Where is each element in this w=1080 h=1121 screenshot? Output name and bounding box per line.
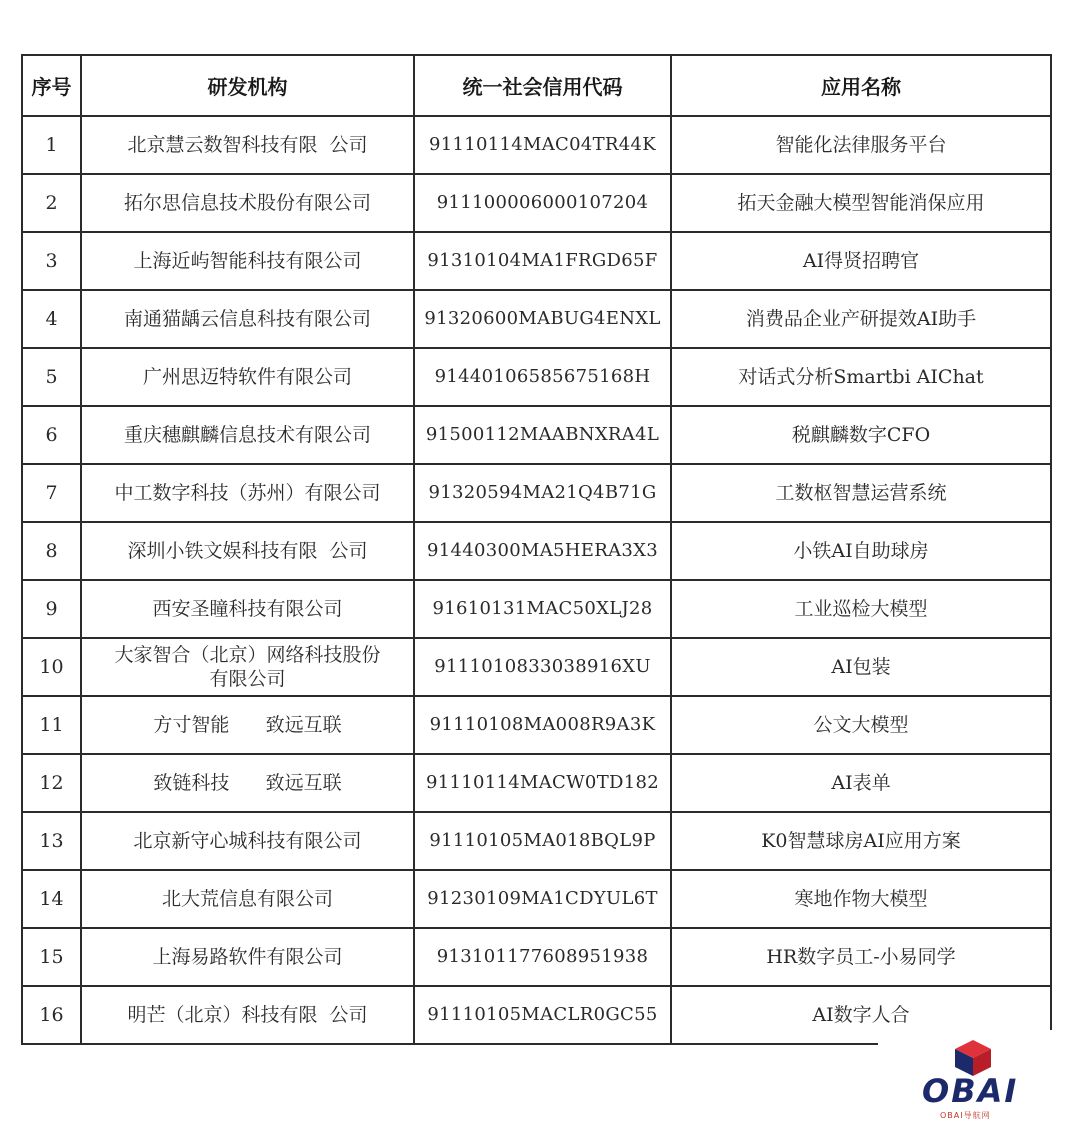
row-credit-code: 91440300MA5HERA3X3 bbox=[414, 522, 671, 580]
row-org bbox=[81, 696, 414, 754]
row-org bbox=[81, 986, 414, 1044]
org-text: 致链科技 致远互联 bbox=[153, 772, 342, 794]
row-credit-code: 91310104MA1FRGD65F bbox=[414, 232, 671, 290]
table-row bbox=[22, 870, 1051, 928]
watermark-logo bbox=[878, 1030, 1080, 1121]
org-text: 西安圣瞳科技有限公司 bbox=[152, 598, 343, 620]
org-text: 广州思迈特软件有限公司 bbox=[142, 366, 352, 388]
table-row bbox=[22, 116, 1051, 174]
row-credit-code: 913101177608951938 bbox=[414, 928, 671, 986]
row-index: 2 bbox=[22, 174, 81, 232]
row-org bbox=[81, 754, 414, 812]
org-text: 北京慧云数智科技有限 公司 bbox=[127, 134, 368, 156]
row-credit-code: 91320594MA21Q4B71G bbox=[414, 464, 671, 522]
row-app-name: 税麒麟数字CFO bbox=[671, 406, 1051, 464]
row-org bbox=[81, 464, 414, 522]
row-org bbox=[81, 290, 414, 348]
row-index: 5 bbox=[22, 348, 81, 406]
header-app: 应用名称 bbox=[671, 55, 1051, 116]
org-text: 上海近屿智能科技有限公司 bbox=[133, 250, 362, 272]
org-text: 大家智合（北京）网络科技股份 有限公司 bbox=[114, 644, 381, 690]
row-index: 11 bbox=[22, 696, 81, 754]
row-app-name: 工数枢智慧运营系统 bbox=[671, 464, 1051, 522]
row-org bbox=[81, 870, 414, 928]
table-row bbox=[22, 232, 1051, 290]
row-app-name: 小铁AI自助球房 bbox=[671, 522, 1051, 580]
row-index: 8 bbox=[22, 522, 81, 580]
org-text: 北大荒信息有限公司 bbox=[161, 888, 333, 910]
row-org bbox=[81, 580, 414, 638]
row-app-name: HR数字员工-小易同学 bbox=[671, 928, 1051, 986]
org-text: 中工数字科技（苏州）有限公司 bbox=[114, 482, 381, 504]
table-row bbox=[22, 638, 1051, 696]
row-org bbox=[81, 812, 414, 870]
row-credit-code: 91440106585675168H bbox=[414, 348, 671, 406]
row-org bbox=[81, 116, 414, 174]
org-text: 南通猫龋云信息科技有限公司 bbox=[123, 308, 371, 330]
table-row bbox=[22, 290, 1051, 348]
row-app-name: AI包装 bbox=[671, 638, 1051, 696]
row-index: 12 bbox=[22, 754, 81, 812]
row-app-name: AI数字人合 bbox=[671, 986, 1051, 1044]
header-row bbox=[22, 55, 1051, 116]
row-org bbox=[81, 638, 414, 696]
row-credit-code: 91500112MAABNXRA4L bbox=[414, 406, 671, 464]
row-credit-code: 9111010833038916XU bbox=[414, 638, 671, 696]
row-app-name: 寒地作物大模型 bbox=[671, 870, 1051, 928]
row-app-name: 消费品企业产研提效AI助手 bbox=[671, 290, 1051, 348]
row-index: 1 bbox=[22, 116, 81, 174]
row-index: 15 bbox=[22, 928, 81, 986]
row-app-name: 拓天金融大模型智能消保应用 bbox=[671, 174, 1051, 232]
row-credit-code: 91230109MA1CDYUL6T bbox=[414, 870, 671, 928]
row-credit-code: 91320600MABUG4ENXL bbox=[414, 290, 671, 348]
row-org bbox=[81, 522, 414, 580]
registry-table bbox=[21, 54, 1052, 1045]
row-app-name: 智能化法律服务平台 bbox=[671, 116, 1051, 174]
org-text: 方寸智能 致远互联 bbox=[153, 714, 342, 736]
row-credit-code: 91110114MAC04TR44K bbox=[414, 116, 671, 174]
org-text: 明芒（北京）科技有限 公司 bbox=[127, 1004, 368, 1026]
table-row bbox=[22, 174, 1051, 232]
row-credit-code: 91110105MACLR0GC55 bbox=[414, 986, 671, 1044]
header-code: 统一社会信用代码 bbox=[414, 55, 671, 116]
row-credit-code: 911100006000107204 bbox=[414, 174, 671, 232]
header-org: 研发机构 bbox=[81, 55, 414, 116]
row-index: 3 bbox=[22, 232, 81, 290]
row-org bbox=[81, 174, 414, 232]
logo-subtitle: OBAI导航网 bbox=[940, 1111, 991, 1120]
row-index: 7 bbox=[22, 464, 81, 522]
table-row bbox=[22, 522, 1051, 580]
row-credit-code: 91110105MA018BQL9P bbox=[414, 812, 671, 870]
table-row bbox=[22, 348, 1051, 406]
row-org bbox=[81, 232, 414, 290]
row-index: 9 bbox=[22, 580, 81, 638]
row-app-name: 对话式分析Smartbi AIChat bbox=[671, 348, 1051, 406]
table-row bbox=[22, 696, 1051, 754]
table-row bbox=[22, 812, 1051, 870]
row-credit-code: 91110108MA008R9A3K bbox=[414, 696, 671, 754]
row-index: 14 bbox=[22, 870, 81, 928]
row-index: 16 bbox=[22, 986, 81, 1044]
table-row bbox=[22, 928, 1051, 986]
row-index: 10 bbox=[22, 638, 81, 696]
row-credit-code: 91110114MACW0TD182 bbox=[414, 754, 671, 812]
row-index: 13 bbox=[22, 812, 81, 870]
org-text: 北京新守心城科技有限公司 bbox=[133, 830, 362, 852]
row-org bbox=[81, 928, 414, 986]
table-row bbox=[22, 406, 1051, 464]
logo-wordmark: OBAI bbox=[922, 1072, 1019, 1110]
row-index: 4 bbox=[22, 290, 81, 348]
row-credit-code: 91610131MAC50XLJ28 bbox=[414, 580, 671, 638]
row-org bbox=[81, 348, 414, 406]
row-org bbox=[81, 406, 414, 464]
row-app-name: AI得贤招聘官 bbox=[671, 232, 1051, 290]
row-app-name: AI表单 bbox=[671, 754, 1051, 812]
org-text: 拓尔思信息技术股份有限公司 bbox=[123, 192, 371, 214]
table-row bbox=[22, 580, 1051, 638]
table-row bbox=[22, 754, 1051, 812]
header-index: 序号 bbox=[22, 55, 81, 116]
row-app-name: 工业巡检大模型 bbox=[671, 580, 1051, 638]
org-text: 上海易路软件有限公司 bbox=[152, 946, 343, 968]
row-index: 6 bbox=[22, 406, 81, 464]
table-row bbox=[22, 464, 1051, 522]
row-app-name: K0智慧球房AI应用方案 bbox=[671, 812, 1051, 870]
org-text: 深圳小铁文娱科技有限 公司 bbox=[127, 540, 368, 562]
org-text: 重庆穗麒麟信息技术有限公司 bbox=[123, 424, 371, 446]
row-app-name: 公文大模型 bbox=[671, 696, 1051, 754]
